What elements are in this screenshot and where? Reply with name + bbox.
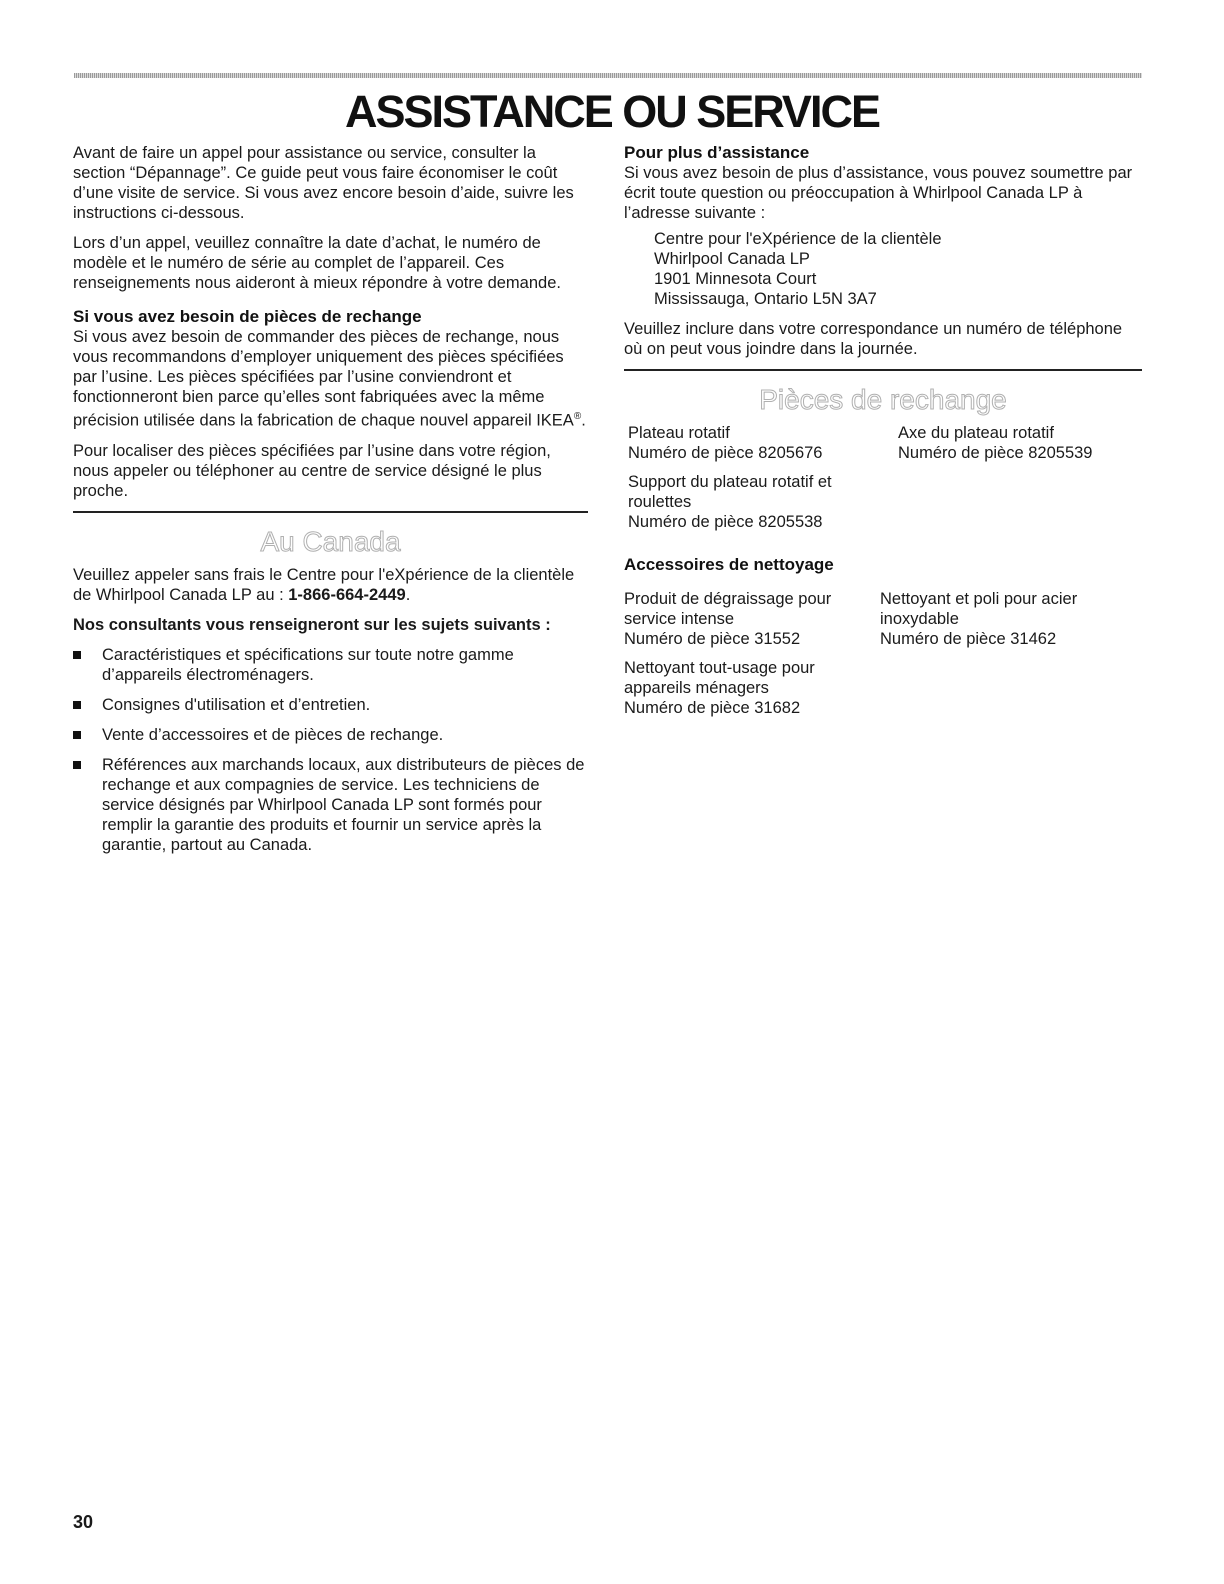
cleaning-grid	[624, 589, 1142, 727]
right-column	[624, 143, 1142, 727]
top-rule	[74, 73, 1142, 78]
consultants-line: Nos consultants vous renseigneront sur les sujets suivants :	[73, 615, 551, 634]
canada-heading: Au Canada	[260, 525, 401, 557]
cleaning-heading: Accessoires de nettoyage	[624, 555, 834, 574]
mailing-address: Centre pour l'eXpérience de la clientèle Whirlpool Canada LP 1901 Minnesota Court Mississauga, Ontario L5N 3A7	[654, 230, 942, 308]
bullet-square-icon	[73, 731, 81, 739]
section-divider	[73, 511, 588, 513]
assistance-paragraph-2: Veuillez inclure dans votre correspondance un numéro de téléphone où on peut vous joindre dans la journée.	[624, 320, 1123, 358]
assistance-heading: Pour plus d’assistance	[624, 143, 810, 162]
canada-paragraph: Veuillez appeler sans frais le Centre pour l'eXpérience de la clientèle de Whirlpool Canada LP au : 1-866-664-2449.	[73, 565, 575, 604]
left-column	[73, 143, 588, 865]
parts-heading: Si vous avez besoin de pièces de rechange	[73, 307, 422, 326]
part-item: Nettoyant et poli pour acier inoxydable Numéro de pièce 31462	[880, 590, 1078, 648]
page-number: 30	[73, 1512, 94, 1532]
topics-list	[73, 645, 588, 855]
page-title: ASSISTANCE OU SERVICE	[345, 86, 879, 137]
canada-phone: 1-866-664-2449	[288, 585, 406, 604]
bullet-square-icon	[73, 701, 81, 709]
parts-paragraph-2: Pour localiser des pièces spécifiées par l’usine dans votre région, nous appeler ou téléphoner au centre de service désigné le plus proche.	[73, 441, 551, 500]
part-item: Plateau rotatif Numéro de pièce 8205676	[628, 424, 823, 462]
assistance-paragraph: Si vous avez besoin de plus d’assistance, vous pouvez soumettre par écrit toute question ou préoccupation à Whirlpool Canada LP à l’adresse suivante :	[624, 164, 1133, 222]
intro-paragraph-2: Lors d’un appel, veuillez connaître la date d’achat, le numéro de modèle et le numéro de série au complet de l’appareil. Ces renseignements nous aideront à mieux répondre à votre demande.	[73, 234, 561, 292]
part-item: Produit de dégraissage pour service intense Numéro de pièce 31552	[624, 590, 832, 648]
section-divider	[624, 369, 1142, 371]
intro-paragraph: Avant de faire un appel pour assistance ou service, consulter la section “Dépannage”. Ce guide peut vous faire économiser le coût d’une visite de service. Si vous avez encore besoin d’aide, suivre les instructions ci-dessous.	[73, 144, 574, 222]
registered-mark: ®	[573, 411, 582, 422]
replacement-parts-heading: Pièces de rechange	[759, 384, 1007, 415]
bullet-square-icon	[73, 761, 81, 769]
part-item: Nettoyant tout-usage pour appareils ménagers Numéro de pièce 31682	[624, 659, 815, 717]
bullet-square-icon	[73, 651, 81, 659]
list-item: Références aux marchands locaux, aux distributeurs de pièces de rechange et aux compagnies de service. Les techniciens de service désignés par Whirlpool Canada LP sont formés pour remplir la garantie des produits et fournir un service après la garantie, partout au Canada.	[73, 755, 588, 855]
list-item: Vente d’accessoires et de pièces de rechange.	[73, 725, 588, 745]
list-item: Caractéristiques et spécifications sur toute notre gamme d’appareils électroménagers.	[73, 645, 588, 685]
parts-grid	[624, 423, 1142, 541]
part-item: Axe du plateau rotatif Numéro de pièce 8205539	[898, 424, 1093, 462]
list-item: Consignes d'utilisation et d’entretien.	[73, 695, 588, 715]
part-item: Support du plateau rotatif et roulettes Numéro de pièce 8205538	[628, 473, 832, 531]
parts-paragraph: Si vous avez besoin de commander des pièces de rechange, nous vous recommandons d’employer uniquement des pièces spécifiées par l’usine. Les pièces spécifiées par l’usine conviendront et fonctionneront bien parce qu’elles sont fabriquées avec la même précision utilisée dans la fabrication de chaque nouvel appareil IKEA®.	[73, 328, 586, 430]
